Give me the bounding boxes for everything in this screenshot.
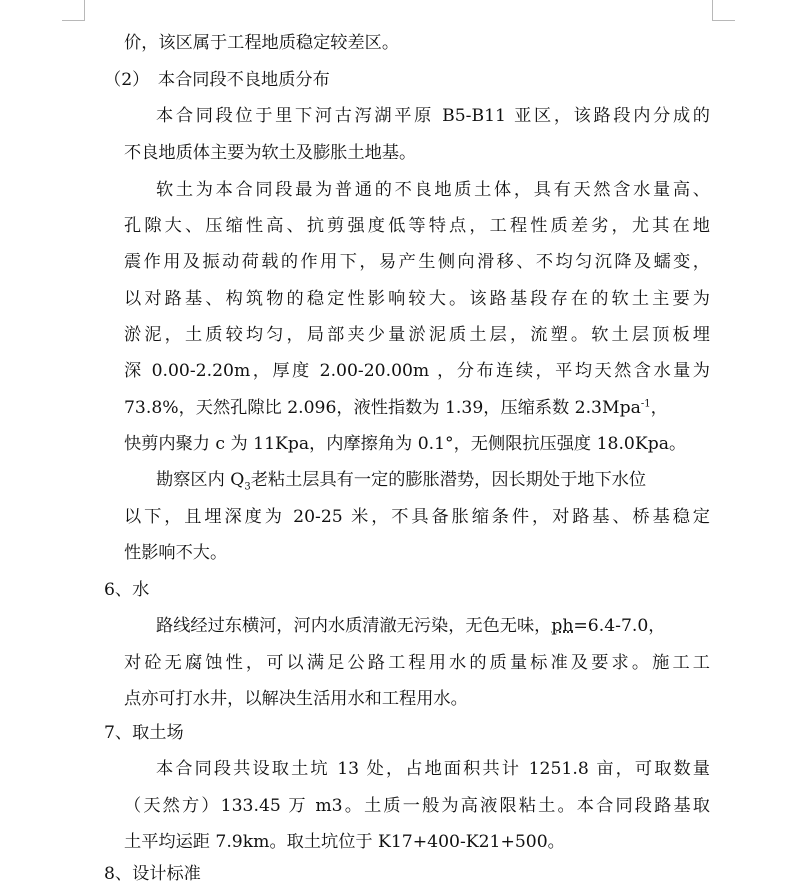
text-line-13-start: 勘察区内 Q xyxy=(156,470,245,490)
section-heading-7: 7、取土场 xyxy=(104,723,184,743)
text-line-7: 震作用及振动荷载的作用下，易产生侧向滑移、不均匀沉降及蠕变， xyxy=(124,252,710,272)
text-line-11-end: ， xyxy=(650,398,668,418)
text-line-22: （天然方）133.45 万 m3。土质一般为高液限粘土。本合同段路基取 xyxy=(124,796,710,816)
text-line-3: 本合同段位于里下河古泻湖平原 B5-B11 亚区，该路段内分成的 xyxy=(156,106,710,126)
text-line-17-main: 路线经过东横河，河内水质清澈无污染，无色无味， xyxy=(156,616,552,636)
superscript-minus-one: -1 xyxy=(640,398,651,410)
section-heading-2: （2） 本合同段不良地质分布 xyxy=(104,70,330,90)
text-line-23: 土平均运距 7.9km。取土坑位于 K17+400-K21+500。 xyxy=(124,832,565,852)
page-corner-mark-right xyxy=(712,0,735,21)
text-line-11 xyxy=(124,396,668,420)
text-line-17-end: =6.4-7.0， xyxy=(573,616,666,636)
text-line-21: 本合同段共设取土坑 13 处，占地面积共计 1251.8 亩，可取数量 xyxy=(156,759,710,779)
text-line-13 xyxy=(156,468,710,492)
text-line-5: 软土为本合同段最为普通的不良地质土体，具有天然含水量高、 xyxy=(156,180,710,200)
text-line-6: 孔隙大、压缩性高、抗剪强度低等特点，工程性质差劣，尤其在地 xyxy=(124,216,710,236)
text-line-15: 性影响不大。 xyxy=(124,543,228,563)
subscript-three: 3 xyxy=(244,481,251,493)
text-line-19: 点亦可打水井，以解决生活用水和工程用水。 xyxy=(124,689,468,709)
text-line-4: 不良地质体主要为软土及膨胀土地基。 xyxy=(124,143,417,163)
page-corner-mark-left xyxy=(62,0,85,21)
text-line-17 xyxy=(156,614,710,638)
text-line-8: 以对路基、构筑物的稳定性影响较大。该路基段存在的软土主要为 xyxy=(124,289,710,309)
text-line-11-main: 73.8%，天然孔隙比 2.096，液性指数为 1.39，压缩系数 2.3Mpa xyxy=(124,398,641,418)
text-line-14: 以下，且埋深度为 20-25 米，不具备胀缩条件，对路基、桥基稳定 xyxy=(124,507,710,527)
text-line-1: 价，该区属于工程地质稳定较差区。 xyxy=(124,33,400,53)
ph-term: ph xyxy=(551,616,574,636)
text-line-18: 对砼无腐蚀性，可以满足公路工程用水的质量标准及要求。施工工 xyxy=(124,653,710,673)
text-line-9: 淤泥，土质较均匀，局部夹少量淤泥质土层，流塑。软土层顶板埋 xyxy=(124,325,710,345)
section-heading-8: 8、设计标准 xyxy=(104,864,201,884)
section-heading-6: 6、水 xyxy=(104,580,150,600)
text-line-13-rest: 老粘土层具有一定的膨胀潜势，因长期处于地下水位 xyxy=(250,470,647,490)
text-line-12: 快剪内聚力 c 为 11Kpa，内摩擦角为 0.1°，无侧限抗压强度 18.0Kpa。 xyxy=(124,434,687,454)
text-line-10: 深 0.00-2.20m，厚度 2.00-20.00m ，分布连续，平均天然含水量为 xyxy=(124,361,710,381)
